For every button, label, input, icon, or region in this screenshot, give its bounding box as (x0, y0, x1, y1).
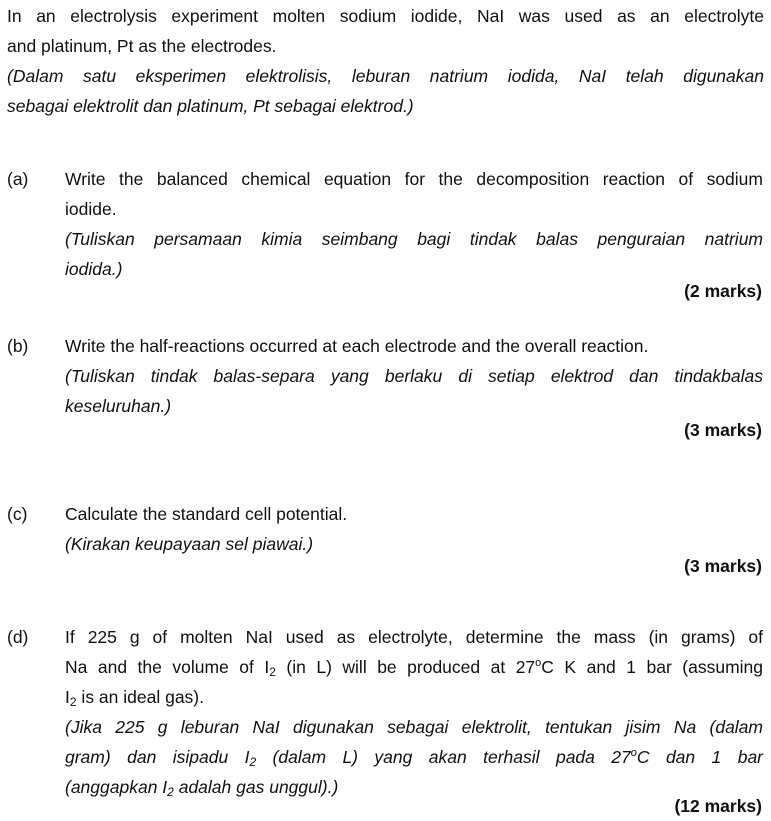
question-a-ms-line-1: (Tuliskan persamaan kimia seimbang bagi tindak balas penguraian natrium (65, 229, 763, 249)
question-d-en-line-1: If 225 g of molten NaI used as electrolyte, determine the mass (in grams) of (65, 627, 763, 647)
question-b-ms-line-1: (Tuliskan tindak balas-separa yang berlaku di setiap elektrod dan tindakbalas (65, 366, 763, 386)
question-label: (c) (7, 504, 28, 524)
question-c-ms-line-1: (Kirakan keupayaan sel piawai.) (65, 534, 314, 554)
intro-en-line-1: In an electrolysis experiment molten sodium iodide, NaI was used as an electrolyte (7, 6, 764, 26)
question-d-ms-line-1: (Jika 225 g leburan NaI digunakan sebagai elektrolit, tentukan jisim Na (dalam (65, 717, 763, 737)
question-b-marks: (3 marks) (684, 420, 762, 440)
question-label: (a) (7, 169, 29, 189)
question-label: (d) (7, 627, 29, 647)
question-label: (b) (7, 336, 29, 356)
question-d-en-line-3: $I_2$ is an ideal gas). (65, 687, 204, 709)
question-a-en-line-2: iodide. (65, 199, 117, 219)
question-b-ms-line-2: keseluruhan.) (65, 396, 172, 416)
question-a-en-line-1: Write the balanced chemical equation for the decomposition reaction of sodium (65, 169, 763, 189)
intro-paragraph (7, 1, 764, 121)
question-d-ms-line-2: gram) dan isipadu $I_2$ (dalam L) yang akan terhasil pada 27$^o$C dan 1 bar (65, 747, 763, 769)
question-d-marks: (12 marks) (674, 796, 762, 816)
question-c-en-line-1: Calculate the standard cell potential. (65, 504, 348, 524)
intro-ms-line-1: (Dalam satu eksperimen elektrolisis, leburan natrium iodida, NaI telah digunakan (7, 66, 764, 86)
question-d-ms-line-3: (anggapkan $I_2$ adalah gas unggul).) (65, 777, 339, 799)
question-d-en-line-2: Na and the volume of $I_2$ (in L) will be produced at 27$^o$C K and 1 bar (assuming (65, 657, 764, 679)
intro-ms-line-2: sebagai elektrolit dan platinum, Pt sebagai elektrod.) (7, 96, 414, 116)
question-b-en-line-1: Write the half-reactions occurred at each electrode and the overall reaction. (65, 336, 649, 356)
question-a-ms-line-2: iodida.) (65, 259, 123, 279)
question-a-marks: (2 marks) (684, 281, 762, 301)
intro-en-line-2: and platinum, Pt as the electrodes. (7, 36, 277, 56)
question-c-marks: (3 marks) (684, 556, 762, 576)
